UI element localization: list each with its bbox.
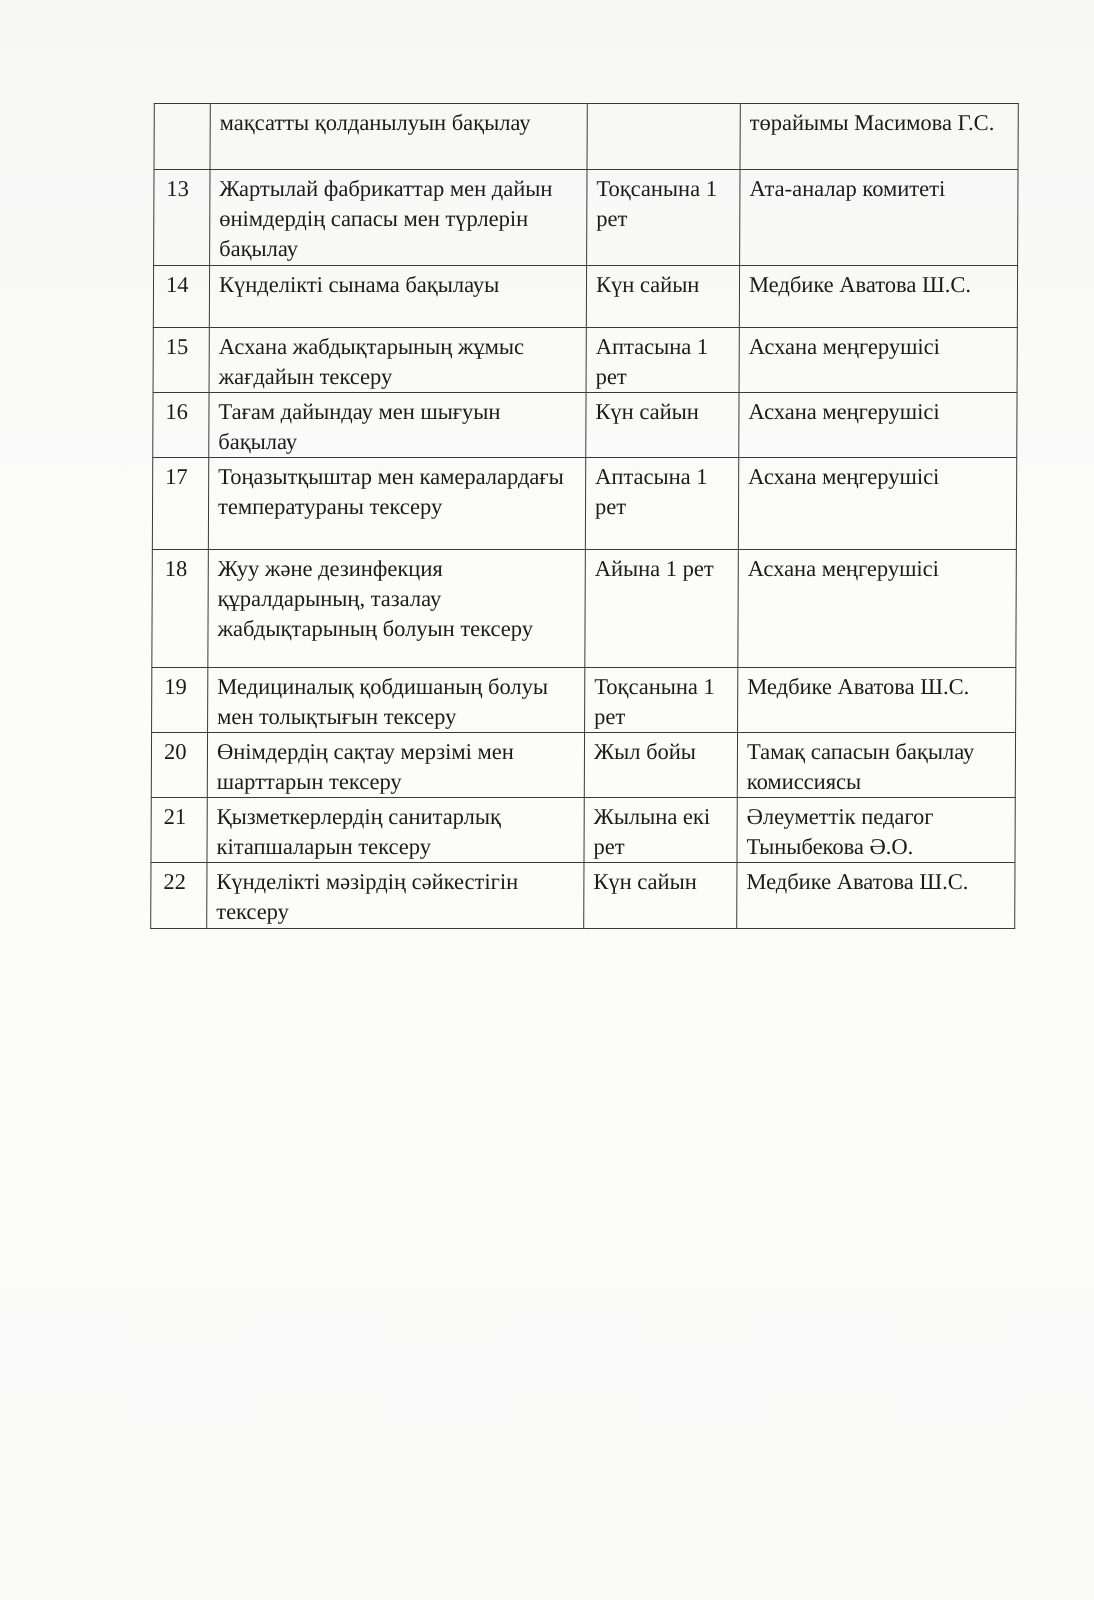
row-number: 13 bbox=[154, 170, 210, 266]
action-cell: Жартылай фабрикаттар мен дайын өнімдердің сапасы мен түрлерін бақылау bbox=[210, 170, 587, 266]
action-cell: Тағам дайындау мен шығуын бақылау bbox=[209, 393, 586, 458]
action-cell: Қызметкерлердің санитарлық кітапшаларын тексеру bbox=[207, 798, 584, 863]
action-cell: Жуу және дезинфекция құралдарының, тазалау жабдықтарының болуын тексеру bbox=[208, 550, 586, 668]
row-number: 20 bbox=[151, 733, 207, 798]
row-number: 14 bbox=[153, 266, 209, 328]
table-row bbox=[153, 393, 1017, 458]
frequency-cell: Жылына екі рет bbox=[584, 798, 737, 863]
table-row bbox=[151, 863, 1015, 929]
responsible-cell: Медбике Аватова Ш.С. bbox=[739, 266, 1017, 328]
row-number: 18 bbox=[152, 550, 209, 668]
responsible-cell: Асхана меңгерушісі bbox=[738, 458, 1016, 550]
table-row bbox=[154, 104, 1018, 170]
table-row bbox=[153, 266, 1017, 328]
row-number: 16 bbox=[153, 393, 209, 458]
action-cell: Күнделікті сынама бақылауы bbox=[209, 266, 586, 328]
table-row bbox=[152, 550, 1017, 668]
action-cell: Күнделікті мәзірдің сәйкестігін тексеру bbox=[207, 863, 584, 929]
table-row bbox=[153, 328, 1017, 393]
row-number: 17 bbox=[152, 458, 208, 550]
table-row bbox=[152, 458, 1016, 550]
responsible-cell: Асхана меңгерушісі bbox=[739, 393, 1017, 458]
responsible-cell: Медбике Аватова Ш.С. bbox=[737, 863, 1015, 929]
table-row bbox=[154, 170, 1018, 266]
action-cell: Асхана жабдықтарының жұмыс жағдайын тексеру bbox=[209, 328, 586, 393]
row-number: 15 bbox=[153, 328, 209, 393]
responsible-cell: Тамақ сапасын бақылау комиссиясы bbox=[737, 733, 1015, 798]
table-row bbox=[151, 798, 1015, 863]
table-row bbox=[152, 668, 1016, 733]
action-cell: Өнімдердің сақтау мерзімі мен шарттарын тексеру bbox=[207, 733, 584, 798]
responsible-cell: төрайымы Масимова Г.С. bbox=[740, 104, 1018, 170]
frequency-cell: Тоқсанына 1 рет bbox=[585, 668, 738, 733]
responsible-cell: Ата-аналар комитеті bbox=[740, 170, 1018, 266]
responsible-cell: Асхана меңгерушісі bbox=[739, 328, 1017, 393]
frequency-cell bbox=[587, 104, 740, 170]
responsible-cell: Медбике Аватова Ш.С. bbox=[738, 668, 1016, 733]
responsible-cell: Асхана меңгерушісі bbox=[738, 550, 1017, 668]
control-schedule-table bbox=[150, 103, 1019, 929]
action-cell: мақсатты қолданылуын бақылау bbox=[210, 104, 587, 170]
frequency-cell: Тоқсанына 1 рет bbox=[587, 170, 740, 266]
frequency-cell: Аптасына 1 рет bbox=[585, 458, 738, 550]
frequency-cell: Күн сайын bbox=[586, 393, 739, 458]
action-cell: Медициналық қобдишаның болуы мен толықтығын тексеру bbox=[208, 668, 585, 733]
frequency-cell: Аптасына 1 рет bbox=[586, 328, 739, 393]
row-number bbox=[154, 104, 210, 170]
row-number: 22 bbox=[151, 863, 207, 929]
frequency-cell: Айына 1 рет bbox=[585, 550, 739, 668]
frequency-cell: Күн сайын bbox=[586, 266, 739, 328]
responsible-cell: Әлеуметтік педагог Тыныбекова Ә.О. bbox=[737, 798, 1015, 863]
row-number: 21 bbox=[151, 798, 207, 863]
action-cell: Тоңазытқыштар мен камералардағы температураны тексеру bbox=[208, 458, 585, 550]
frequency-cell: Жыл бойы bbox=[584, 733, 737, 798]
frequency-cell: Күн сайын bbox=[584, 863, 737, 929]
table-row bbox=[151, 733, 1015, 798]
row-number: 19 bbox=[152, 668, 208, 733]
